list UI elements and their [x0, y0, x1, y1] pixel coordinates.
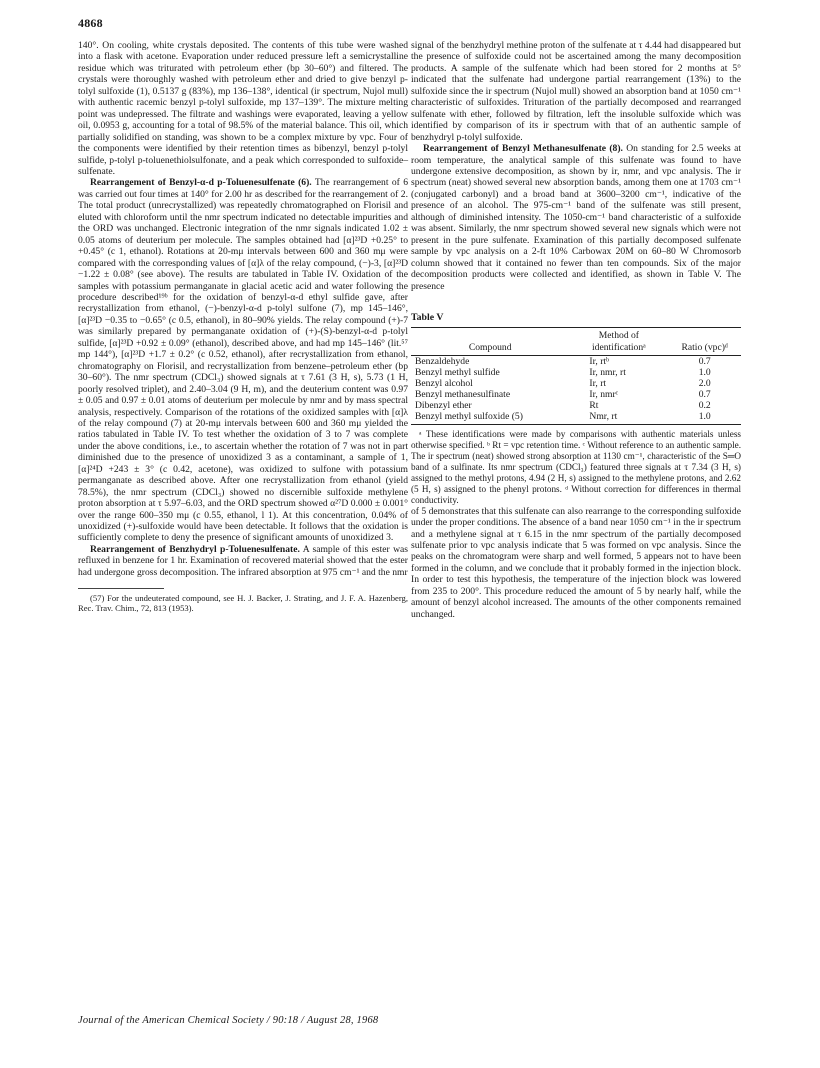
- table-row: [411, 389, 741, 400]
- header-ratio: Ratio (vpc)ᵈ: [668, 328, 741, 356]
- table-v: [411, 312, 741, 506]
- section-benzhydryl-sulfenate: [78, 544, 408, 578]
- section-benzyl-sulfenate: [78, 177, 408, 544]
- page-number: 4868: [78, 16, 103, 30]
- footnote: (57) For the undeuterated compound, see H. J. Backer, J. Strating, and J. F. A. Hazenberg, Rec. Trav. Chim., 72, 813 (1953).: [78, 593, 408, 614]
- section-benzyl-methanesulfenate: [411, 143, 741, 292]
- left-column: [78, 40, 408, 613]
- right-column: [411, 40, 741, 620]
- decomposition-table: [411, 327, 741, 425]
- method-cell: Ir, rtᵇ: [589, 356, 610, 368]
- method-cell: Rt: [589, 400, 599, 412]
- section-heading: Rearrangement of Benzyl Methanesulfenate (8).: [423, 143, 623, 155]
- table-notes: [411, 429, 741, 505]
- left-paragraph: 140°. On cooling, white crystals deposited. The contents of this tube were washed into a flask with acetone. Evaporation under reduced pressure left a semicrystalline residue which was triturated with petroleum ether (bp 30–60°) and filtered. The crystals were thoroughly washed with petroleum ether and dried to give benzyl p-tolyl sulfoxide (1), 0.5137 g (83%), mp 136–138°, identical (ir spectrum, Nujol mull) with authentic racemic benzyl p-tolyl sulfoxide, mp 137–139°. The mixture melting point was undepressed. The filtrate and washings were evaporated, leaving a yellow oil, 0.0953 g, accounting for a total of 98.5% of the material balance. This oil, which partially solidified on standing, was shown to be a complex mixture by vpc. Four of the components were identified by their retention times as bibenzyl, benzyl p-tolyl sulfide, p-tolyl p-toluenethiolsulfonate, and a peak which corresponded to sulfoxide–sulfenate.: [78, 40, 408, 177]
- table-note: ᵃ These identifications were made by comparisons with authentic materials unless otherwise specified. ᵇ Rt = vpc retention time. ᶜ Without reference to an authentic sample. The ir spectrum (neat) showed strong absorption at 1130 cm⁻¹, characteristic of the S═O band of a sulfinate. Its nmr spectrum (CDCl₃) featured three signals at τ 7.34 (3 H, s) assigned to the methyl protons, 4.94 (2 H, s) assigned to the methylene protons, and 2.62 (5 H, s) assigned to the phenyl protons. ᵈ Without correction for differences in thermal conductivity.: [411, 429, 741, 505]
- section-body: The rearrangement of 6 was carried out four times at 140° for 2.00 hr as described for the rearrangement of 2. The total product (unrecrystallized) was repeatedly chromatographed on Florisil and eluted with chloroform until the nmr spectrum indicated no detectable impurities and the ORD was unchanged. Electronic integration of the nmr signals indicated 1.02 ± 0.05 atoms of deuterium per molecule. The samples obtained had [α]²³D +0.25° to +0.45° (c 1, ethanol). Rotations at 20-mμ intervals between 600 and 360 mμ were compared with the corresponding values of [α]λ of the relay compound, (−)-3, [α]²³D −1.22 ± 0.08° (see above). The results are tabulated in Table IV. Oxidation of the samples with potassium permanganate in glacial acetic acid and water following the procedure described¹⁹ᵇ for the oxidation of benzyl-α-d ethyl sulfide gave, after recrystallization from ethanol, (−)-benzyl-α-d p-tolyl sulfone (7), mp 145–146°, [α]²³D −0.35 to −0.65° (c 0.5, ethanol), in 80–90% yields. The relay compound (+)-7 was similarly prepared by permanganate oxidation of (+)-(S)-benzyl-α-d p-tolyl sulfide, [α]²³D +0.92 ± 0.09° (ethanol), described above, and had mp 145–146° (lit.⁵⁷ mp 144°), [α]²³D +1.7 ± 0.2° (c 0.52, ethanol), after recrystallization from ethanol, chromatography on Florisil, and recrystallization from benzene–petroleum ether (bp 30–60°). The nmr spectrum (CDCl₃) showed signals at τ 7.61 (3 H, s), 5.73 (1 H, poorly resolved triplet), and 2.40–3.04 (9 H, m), and the deuterium content was 0.97 ± 0.05 and 0.97 ± 0.01 atoms of deuterium per molecule by nmr and by mass spectral analysis, respectively. Comparison of the rotations of the oxidized samples with [α]λ of the relay compound (7) at 20-mμ intervals between 600 and 360 mμ yielded the ratios tabulated in Table IV. To test whether the oxidation of 3 to 7 was complete under the above conditions, i.e., to ascertain whether the rotation of 7 was not in part diminished due to the presence of unoxidized 3 as a contaminant, a sample of 1, [α]²⁴D +243 ± 3° (c 0.42, acetone), was oxidized to sulfone with potassium permanganate as described above. After one recrystallization from ethanol (yield 78.5%), the nmr spectrum (CDCl₃) showed no discernible sulfoxide methylene proton absorption at τ 5.97–6.03, and the ORD spectrum showed α²⁷D 0.000 ± 0.001° over the range 600–350 mμ (c 0.55, ethanol, l 1). At this concentration, 0.04% of unoxidized (+)-sulfoxide would have been detectable. It follows that the oxidation is sufficiently complete to deny the presence of significant amounts of unoxidized 3.: [78, 177, 408, 544]
- compound-cell: Benzyl methanesulfinate: [415, 389, 511, 401]
- header-compound: Compound: [411, 328, 569, 356]
- section-heading: Rearrangement of Benzyl-α-d p-Toluenesulfenate (6).: [90, 177, 312, 189]
- table-row: [411, 411, 741, 425]
- table-row: [411, 378, 741, 389]
- ratio-cell: 2.0: [698, 378, 711, 390]
- section-heading: Rearrangement of Benzhydryl p-Toluenesulfenate.: [90, 543, 300, 555]
- compound-cell: Benzaldehyde: [415, 356, 470, 368]
- ratio-cell: 0.7: [698, 356, 711, 368]
- method-cell: Nmr, rt: [569, 411, 668, 425]
- right-paragraph: signal of the benzhydryl methine proton of the sulfenate at τ 4.44 had disappeared but the presence of sulfoxide could not be ascertained among the many decomposition products. A sample of the sulfenate which had been stored for 2 months at 5° indicated that the sulfenate had undergone partial rearrangement (13%) to the sulfoxide since the ir spectrum (Nujol mull) showed an absorption band at 1050 cm⁻¹ characteristic of sulfoxides. Trituration of the partially decomposed and rearranged sulfenate with ether, followed by filtration, left the insoluble sulfoxide which was identified by comparison of its ir spectrum with that of an authentic sample of benzhydryl p-tolyl sulfoxide.: [411, 40, 741, 143]
- footnote-divider: [78, 588, 164, 589]
- ratio-cell: 1.0: [698, 367, 711, 379]
- section-body: A sample of this ester was refluxed in benzene for 1 hr. Examination of recovered material showed that the ester had undergone gross decomposition. The infrared absorption at 975 cm⁻¹ and the nmr: [78, 543, 409, 578]
- compound-cell: Benzyl methyl sulfide: [415, 367, 500, 379]
- header-method: Method of identificationᵃ: [569, 328, 668, 356]
- table-header-row: [411, 328, 741, 356]
- table-row: [411, 367, 741, 378]
- method-cell: Ir, nmrᶜ: [589, 389, 619, 401]
- method-cell: Ir, rt: [589, 378, 607, 390]
- table-row: [411, 400, 741, 411]
- method-cell: Ir, nmr, rt: [589, 367, 626, 379]
- compound-cell: Dibenzyl ether: [415, 400, 472, 412]
- right-paragraph-continued: of 5 demonstrates that this sulfenate can also rearrange to the corresponding sulfoxide under the proper conditions. The absence of a band near 1050 cm⁻¹ in the ir spectrum and a methylene signal at τ 6.15 in the nmr spectrum of the partially decomposed sulfenate prior to vpc analysis indicate that 5 was formed on vpc analysis. Since the peaks on the chromatogram were sharp and well formed, 5 appears not to have been formed in the column, and we conclude that it probably formed in the injection block. In order to test this hypothesis, the temperature of the injection block was lowered from 235 to 200°. This procedure reduced the amount of 5 by nearly half, while the amount of benzyl alcohol increased. The amounts of the other components remained unchanged.: [411, 505, 741, 620]
- journal-footer: Journal of the American Chemical Society / 90:18 / August 28, 1968: [78, 1015, 379, 1026]
- ratio-cell: 0.7: [698, 389, 711, 401]
- compound-cell: Benzyl methyl sulfoxide (5): [411, 411, 569, 425]
- compound-cell: Benzyl alcohol: [415, 378, 473, 390]
- ratio-cell: 1.0: [668, 411, 741, 425]
- section-body: On standing for 2.5 weeks at room temperature, the analytical sample of this sulfenate was found to have undergone extensive decomposition, as shown by ir, nmr, and vpc analysis. The ir spectrum (neat) showed several new absorption bands, among them one at 1703 cm⁻¹ (conjugated carbonyl) and a broad band at 3600–3200 cm⁻¹, indicative of the presence of an alcohol. The 975-cm⁻¹ band of the sulfenate was still present, although of diminished intensity. The 1050-cm⁻¹ band characteristic of a sulfoxide was absent. Similarly, the nmr spectrum showed several new signals which were not present in the pure sulfenate. Examination of this partially decomposed sulfenate sample by vpc analysis on a 2-ft 10% Carbowax 20M on 60–80 W Chromosorb column showed that it contained no fewer than ten compounds. Six of the major decomposition products were collected and identified, as shown in Table V. The presence: [411, 143, 742, 292]
- table-title: Table V: [411, 311, 444, 323]
- ratio-cell: 0.2: [698, 400, 711, 412]
- table-row: [411, 356, 741, 368]
